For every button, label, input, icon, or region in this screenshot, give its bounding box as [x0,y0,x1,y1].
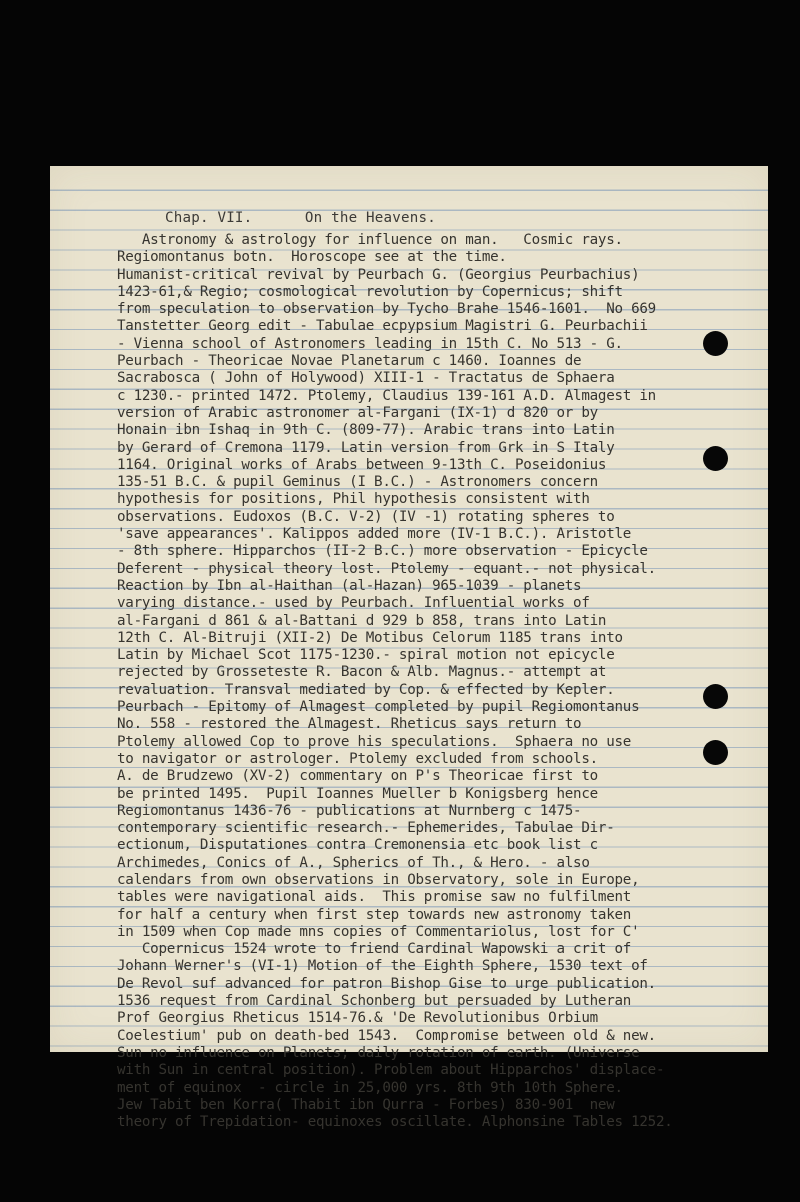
text-line: observations. Eudoxos (B.C. V-2) (IV -1) rotating spheres to [117,508,615,525]
text-line: with Sun in central position). Problem about Hipparchos' displace- [117,1062,665,1079]
text-line: No. 558 - restored the Almagest. Rheticus says return to [117,716,582,733]
text-line: tables were navigational aids. This promise saw no fulfilment [117,889,632,906]
page-heading: Chap. VII. On the Heavens. [165,210,436,226]
text-line: Peurbach - Theoricae Novae Planetarum c 1460. Ioannes de [117,353,582,370]
text-line: from speculation to observation by Tycho Brahe 1546-1601. No 669 [117,301,656,318]
text-line: Prof Georgius Rheticus 1514-76.& 'De Revolutionibus Orbium [117,1010,598,1027]
text-line: rejected by Grosseteste R. Bacon & Alb. Magnus.- attempt at [117,664,607,681]
text-line: by Gerard of Cremona 1179. Latin version from Grk in S Italy [117,439,615,456]
text-line: Latin by Michael Scot 1175-1230.- spiral motion not epicycle [117,647,615,664]
text-line: Sacrabosca ( John of Holywood) XIII-1 - Tractatus de Sphaera [117,370,615,387]
text-line: al-Fargani d 861 & al-Battani d 929 b 858, trans into Latin [117,612,607,629]
typed-text-body [117,232,673,1131]
binder-hole-2 [703,446,728,471]
text-line: 135-51 B.C. & pupil Geminus (I B.C.) - Astronomers concern [117,474,598,491]
text-line: Copernicus 1524 wrote to friend Cardinal Wapowski a crit of [117,941,632,958]
text-line: Deferent - physical theory lost. Ptolemy - equant.- not physical. [117,560,656,577]
text-line: A. de Brudzewo (XV-2) commentary on P's Theoricae first to [117,768,598,785]
binder-hole-3 [703,331,728,356]
text-line: version of Arabic astronomer al-Fargani (IX-1) d 820 or by [117,404,598,421]
text-line: Regiomontanus 1436-76 - publications at Nurnberg c 1475- [117,802,582,819]
text-line: Peurbach - Epitomy of Almagest completed by pupil Regiomontanus [117,699,640,716]
text-line: 'save appearances'. Kalippos added more (IV-1 B.C.). Aristotle [117,526,632,543]
text-line: contemporary scientific research.- Ephemerides, Tabulae Dir- [117,820,615,837]
text-line: Tanstetter Georg edit - Tabulae ecpypsium Magistri G. Peurbachii [117,318,648,335]
text-line: varying distance.- used by Peurbach. Influential works of [117,595,590,612]
text-line: Regiomontanus botn. Horoscope see at the time. [117,249,507,266]
text-line: revaluation. Transval mediated by Cop. & effected by Kepler. [117,681,615,698]
text-line: Jew Tabit ben Korra( Thabit ibn Qurra - Forbes) 830-901 new [117,1096,615,1113]
text-line: Ptolemy allowed Cop to prove his speculations. Sphaera no use [117,733,632,750]
text-line: 1536 request from Cardinal Schonberg but persuaded by Lutheran [117,993,632,1010]
text-line: Sun no influence on Planets; daily rotation of earth. (Universe [117,1044,640,1061]
text-line: Honain ibn Ishaq in 9th C. (809-77). Arabic trans into Latin [117,422,615,439]
text-line: ectionum, Disputationes contra Cremonensia etc book list c [117,837,598,854]
text-line: for half a century when first step towards new astronomy taken [117,906,632,923]
text-line: Johann Werner's (VI-1) Motion of the Eighth Sphere, 1530 text of [117,958,648,975]
text-line: 1164. Original works of Arabs between 9-13th C. Poseidonius [117,456,607,473]
binder-hole-1 [703,684,728,709]
text-line: be printed 1495. Pupil Ioannes Mueller b Konigsberg hence [117,785,598,802]
text-line: - 8th sphere. Hipparchos (II-2 B.C.) more observation - Epicycle [117,543,648,560]
text-line: Humanist-critical revival by Peurbach G. (Georgius Peurbachius) [117,266,640,283]
text-line: Archimedes, Conics of A., Spherics of Th., & Hero. - also [117,854,590,871]
text-line: - Vienna school of Astronomers leading in 15th C. No 513 - G. [117,335,623,352]
text-line: 1423-61,& Regio; cosmological revolution by Copernicus; shift [117,283,623,300]
text-line: De Revol suf advanced for patron Bishop Gise to urge publication. [117,975,656,992]
text-line: ment of equinox - circle in 25,000 yrs. 8th 9th 10th Sphere. [117,1079,623,1096]
text-line: hypothesis for positions, Phil hypothesis consistent with [117,491,590,508]
text-line: calendars from own observations in Observatory, sole in Europe, [117,871,640,888]
text-line: c 1230.- printed 1472. Ptolemy, Claudius 139-161 A.D. Almagest in [117,387,656,404]
text-line: Astronomy & astrology for influence on man. Cosmic rays. [117,232,623,248]
typed-page [50,166,768,1131]
text-line: theory of Trepidation- equinoxes oscillate. Alphonsine Tables 1252. [117,1114,673,1131]
text-line: to navigator or astrologer. Ptolemy excluded from schools. [117,750,598,767]
text-line: in 1509 when Cop made mns copies of Commentariolus, lost for C' [117,923,640,940]
text-line: Coelestium' pub on death-bed 1543. Compromise between old & new. [117,1027,656,1044]
binder-hole-4 [703,740,728,765]
text-line: Reaction by Ibn al-Haithan (al-Hazan) 965-1039 - planets [117,577,582,594]
text-line: 12th C. Al-Bitruji (XII-2) De Motibus Celorum 1185 trans into [117,629,623,646]
